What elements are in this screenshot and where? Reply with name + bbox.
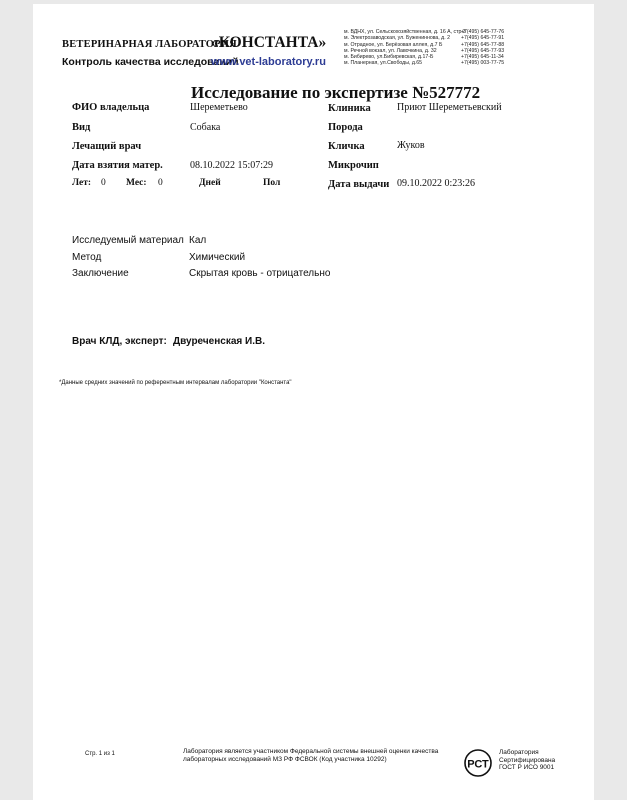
page-number: Стр. 1 из 1 <box>85 751 115 757</box>
sample-date-value: 08.10.2022 15:07:29 <box>190 160 274 171</box>
days-label: Дней <box>199 178 221 188</box>
cert-line: ГОСТ Р ИСО 9001 <box>499 764 555 771</box>
certification <box>499 749 555 772</box>
months-value: 0 <box>158 178 163 188</box>
clinic-label: Клиника <box>328 103 371 114</box>
phone-list <box>461 29 504 67</box>
rst-logo-icon <box>463 748 497 783</box>
years-value: 0 <box>101 178 106 188</box>
document-page <box>33 4 594 800</box>
microchip-label: Микрочип <box>328 160 379 171</box>
lab-subtitle: Контроль качества исследований <box>62 56 239 68</box>
lab-url[interactable]: www.vet-laboratory.ru <box>211 56 326 68</box>
years-label: Лет: <box>72 178 92 188</box>
result-value: Химический <box>189 252 246 263</box>
phone-line: +7(495) 645-11-34 <box>461 54 504 61</box>
footer-text-line: лабораторных исследований МЗ РФ ФСВОК (Код участника 10292) <box>183 756 387 763</box>
address-list <box>344 29 466 67</box>
expert-label: Врач КЛД, эксперт: <box>72 336 167 347</box>
species-label: Вид <box>72 122 91 133</box>
owner-label: ФИО владельца <box>72 102 150 113</box>
address-line: м. Бибирево, ул.Бибиревская, д.17-Б <box>344 54 434 61</box>
months-label: Мес: <box>126 178 147 188</box>
phone-line: +7(495) 645-77-93 <box>461 47 505 54</box>
address-line: м. Электрозаводская, ул. Бужениннова, д. 2 <box>344 35 450 42</box>
owner-value: Шереметьево <box>190 102 248 113</box>
address-line: м. Отрадное, ул. Берёзовая аллея, д.7 Б <box>344 41 443 48</box>
reference-note: *Данные средних значений по референтным интервалам лаборатории "Константа" <box>59 380 292 386</box>
cert-line: Лаборатория <box>499 749 539 756</box>
address-line: м. Планерная, ул.Свободы, д.65 <box>344 60 423 67</box>
lab-brand: «КОНСТАНТА» <box>211 34 327 51</box>
issue-date-label: Дата выдачи <box>328 179 390 190</box>
phone-line: +7(495) 003-77-75 <box>461 60 505 67</box>
result-label: Метод <box>72 252 102 263</box>
cert-line: Сертифицирована <box>499 756 556 764</box>
result-value: Скрытая кровь - отрицательно <box>189 268 331 279</box>
footer-text-line: Лаборатория является участником Федеральной системы внешней оценки качества <box>183 748 439 755</box>
footer-text <box>183 748 438 764</box>
doctor-label: Лечащий врач <box>72 141 142 152</box>
result-value: Кал <box>189 235 207 246</box>
breed-label: Порода <box>328 122 363 133</box>
phone-line: +7(495) 645-77-88 <box>461 41 505 48</box>
phone-line: +7(495) 645-77-91 <box>461 35 505 42</box>
address-line: м. Речной вокзал, ул. Лавочкина, д. 32 <box>344 47 437 54</box>
lab-name: ВЕТЕРИНАРНАЯ ЛАБОРАТОРИЯ <box>62 39 237 50</box>
issue-date-value: 09.10.2022 0:23:26 <box>397 178 476 189</box>
sex-label: Пол <box>263 178 281 188</box>
nickname-label: Кличка <box>328 141 365 152</box>
result-label: Исследуемый материал <box>72 235 184 246</box>
expert-name: Двуреченская И.В. <box>173 336 265 347</box>
sample-date-label: Дата взятия матер. <box>72 160 163 171</box>
address-line: м. ВДНХ, ул. Сельскохозяйственная, д. 16 А, стр.3 <box>344 29 466 35</box>
clinic-value: Приют Шереметьевский <box>397 102 502 113</box>
document-title: Исследование по экспертизе №527772 <box>191 83 481 102</box>
species-value: Собака <box>190 122 221 133</box>
result-label: Заключение <box>72 268 129 279</box>
phone-line: +7(495) 645-77-76 <box>461 29 505 35</box>
rst-logo-text: РСТ <box>467 758 489 771</box>
nickname-value: Жуков <box>397 140 425 151</box>
